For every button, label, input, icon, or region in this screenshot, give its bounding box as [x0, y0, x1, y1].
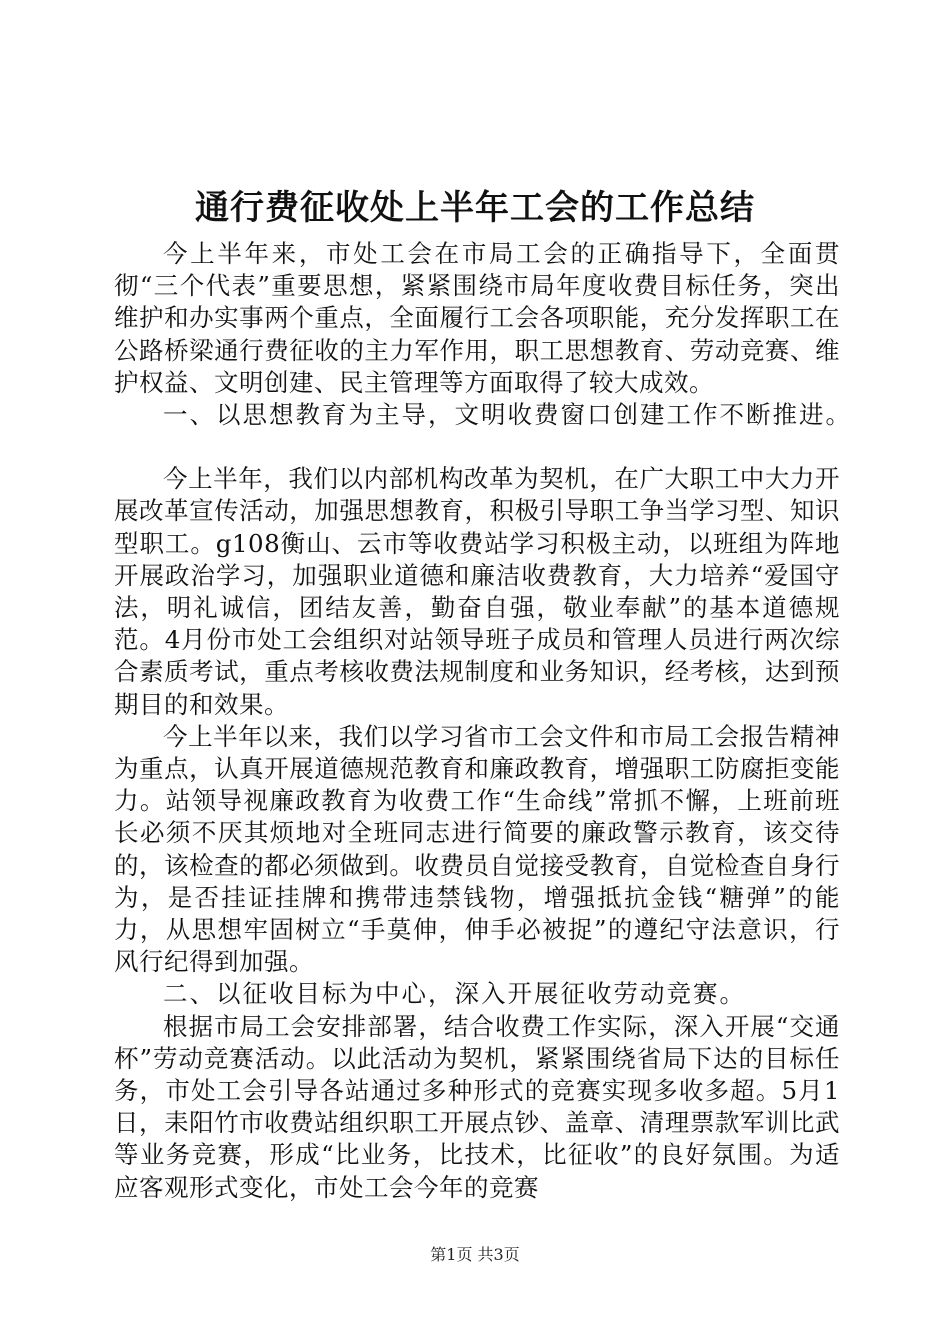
- blank-line: [114, 431, 840, 463]
- document-title: 通行费征收处上半年工会的工作总结: [195, 188, 755, 228]
- document-body: [114, 238, 852, 1204]
- page-footer: 第1页 共3页: [430, 1245, 520, 1264]
- paragraph-3: 根据市局工会安排部署，结合收费工作实际，深入开展“交通杯”劳动竞赛活动。以此活动为契机，紧紧围绕省局下达的目标任务，市处工会引导各站通过多种形式的竞赛实现多收多超。5月1日，耒阳竹市收费站组织职工开展点钞、盖章、清理票款军训比武等业务竞赛，形成“比业务，比技术，比征收”的良好氛围。为适应客观形式变化，市处工会今年的竞赛: [114, 1011, 840, 1202]
- section-heading-1: 一、以思想教育为主导，文明收费窗口创建工作不断推进。: [163, 400, 852, 430]
- paragraph-1: 今上半年，我们以内部机构改革为契机，在广大职工中大力开展改革宣传活动，加强思想教育，积极引导职工争当学习型、知识型职工。g108衡山、云市等收费站学习积极主动，以班组为阵地开展政治学习，加强职业道德和廉洁收费教育，大力培养“爱国守法，明礼诚信，团结友善，勤奋自强，敬业奉献”的基本道德规范。4月份市处工会组织对站领导班子成员和管理人员进行两次综合素质考试，重点考核收费法规制度和业务知识，经考核，达到预期目的和效果。: [114, 464, 840, 719]
- section-heading-2: 二、以征收目标为中心，深入开展征收劳动竞赛。: [163, 979, 746, 1009]
- paragraph-2: 今上半年以来，我们以学习省市工会文件和市局工会报告精神为重点，认真开展道德规范教育和廉政教育，增强职工防腐拒变能力。站领导视廉政教育为收费工作“生命线”常抓不懈，上班前班长必须不厌其烦地对全班同志进行简要的廉政警示教育，该交待的，该检查的都必须做到。收费员自觉接受教育，自觉检查自身行为，是否挂证挂牌和携带违禁钱物，增强抵抗金钱“糖弹”的能力，从思想牢固树立“手莫伸，伸手必被捉”的遵纪守法意识，行风行纪得到加强。: [114, 721, 840, 977]
- paragraph-intro: 今上半年来，市处工会在市局工会的正确指导下，全面贯彻“三个代表”重要思想，紧紧围绕市局年度收费目标任务，突出维护和办实事两个重点，全面履行工会各项职能，充分发挥职工在公路桥梁通行费征收的主力军作用，职工思想教育、劳动竞赛、维护权益、文明创建、民主管理等方面取得了较大成效。: [114, 239, 840, 397]
